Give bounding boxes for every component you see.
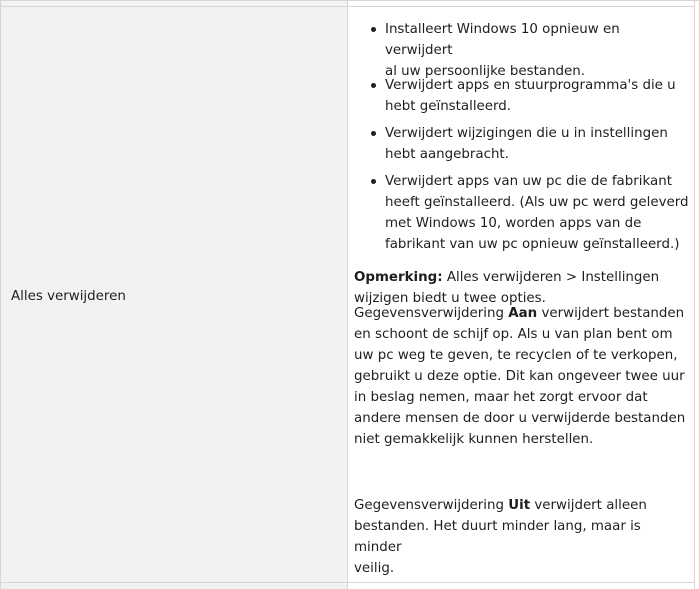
list-item bbox=[354, 123, 690, 165]
option-off-prefix: Gegevensverwijdering bbox=[354, 498, 509, 513]
list-item-text: Verwijdert wijzigingen die u in instellingen hebt aangebracht. bbox=[385, 126, 668, 162]
list-item bbox=[354, 171, 690, 255]
option-off-keyword: Uit bbox=[508, 498, 531, 513]
list-item-text: Installeert Windows 10 opnieuw en verwijdert al uw persoonlijke bestanden. bbox=[385, 22, 620, 79]
row-label: Alles verwijderen bbox=[11, 289, 126, 304]
row-content-cell bbox=[348, 7, 695, 582]
option-on-paragraph bbox=[354, 303, 690, 450]
list-item bbox=[354, 75, 690, 117]
option-on-prefix: Gegevensverwijdering bbox=[354, 306, 509, 321]
bullet-icon bbox=[371, 83, 376, 88]
note-label: Opmerking: bbox=[354, 270, 443, 285]
option-off-text: verwijdert alleen bestanden. Het duurt minder lang, maar is minder veilig. bbox=[354, 498, 647, 576]
bullet-icon bbox=[371, 131, 376, 136]
row-label-cell bbox=[0, 7, 348, 582]
next-row-stub bbox=[0, 583, 695, 589]
option-off-paragraph bbox=[354, 495, 690, 579]
note-text: Alles verwijderen > Instellingen wijzigen biedt u twee opties. bbox=[354, 270, 660, 306]
list-item bbox=[354, 19, 690, 82]
table-row bbox=[0, 6, 695, 583]
list-item-text: Verwijdert apps van uw pc die de fabrikant heeft geïnstalleerd. (Als uw pc werd geleverd met Windows 10, worden apps van de fabrikant van uw pc opnieuw geïnstalleerd.) bbox=[385, 174, 689, 252]
bullet-icon bbox=[371, 179, 376, 184]
list-item-text: Verwijdert apps en stuurprogramma's die u hebt geïnstalleerd. bbox=[385, 78, 676, 114]
bullet-icon bbox=[371, 27, 376, 32]
option-on-keyword: Aan bbox=[508, 306, 538, 321]
next-row-label-cell bbox=[0, 583, 348, 589]
option-on-text: verwijdert bestanden en schoont de schijf op. Als u van plan bent om uw pc weg te geven, te recyclen of te verkopen, gebruikt u deze optie. Dit kan ongeveer twee uur in beslag nemen, maar het zorgt ervoor dat andere mensen de door u verwijderde bestanden niet gemakkelijk kunnen herstellen. bbox=[354, 306, 686, 447]
next-row-content-cell bbox=[348, 583, 695, 589]
